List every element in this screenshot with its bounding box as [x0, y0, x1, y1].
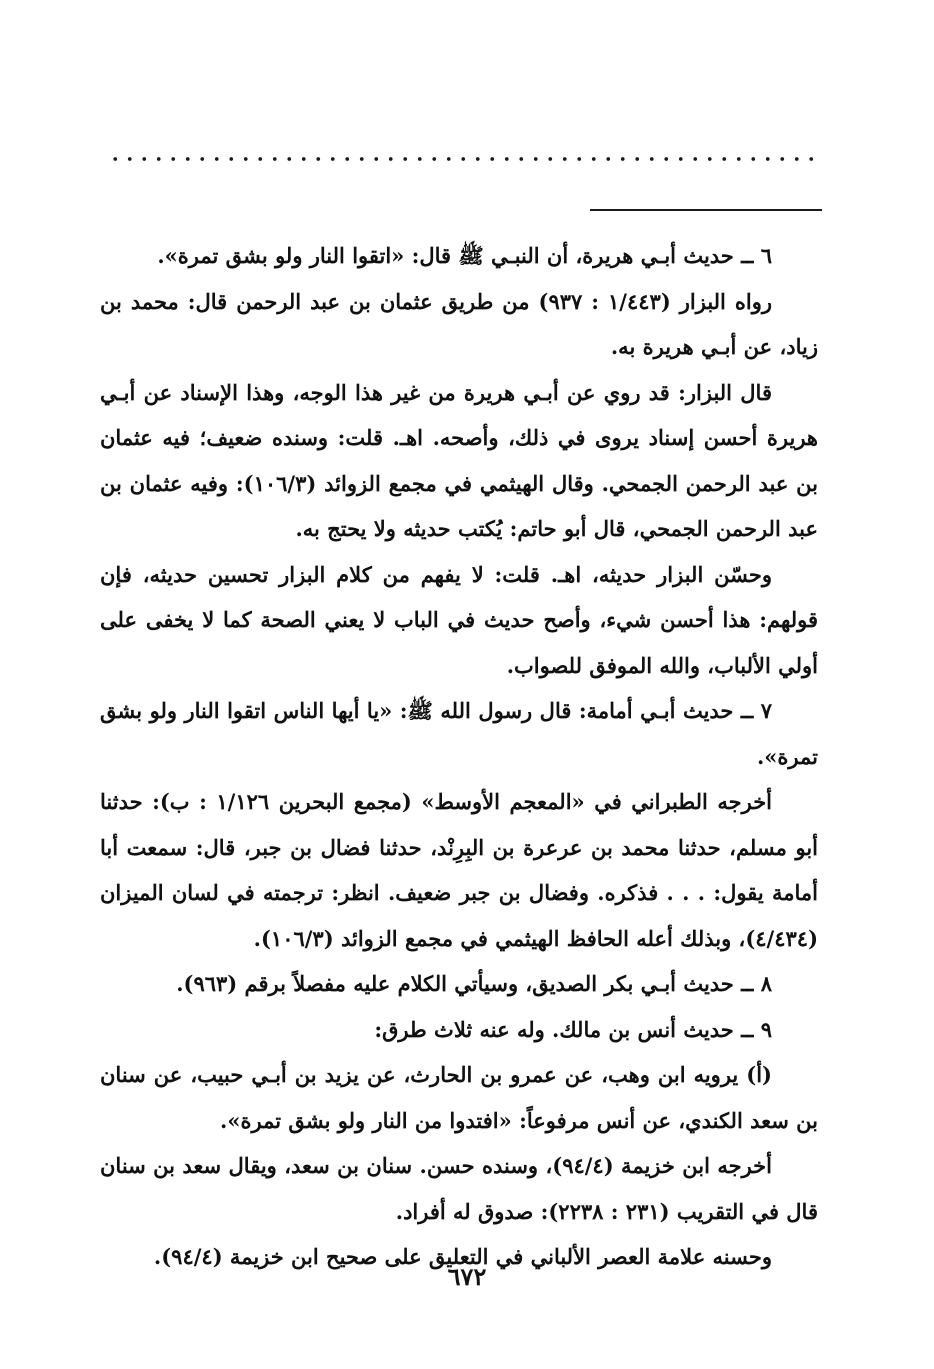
paragraph-hadith-7: ٧ ــ حديث أبـي أمامة: قال رسول الله ﷺ: «يا أيها الناس اتقوا النار ولو بشق تمرة».: [100, 698, 818, 769]
paragraph-tabarani-takhrij: أخرجه الطبراني في «المعجم الأوسط» (مجمع البحرين ١/١٢٦ : ب): حدثنا أبو مسلم، حدثنا محمد بن عرعرة بن البِرِنْد، حدثنا فضال بن جبر، قال: سمعت أبا أمامة يقول: . . . فذكره. وفضال بن جبر ضعيف. انظر: ترجمته في لسان الميزان (٤/٤٣٤)، وبذلك أعله الحافظ الهيثمي في مجمع الزوائد (١٠٦/٣).: [100, 789, 818, 951]
paragraph-hadith-9: ٩ ــ حديث أنس بن مالك. وله عنه ثلاث طرق:: [374, 1016, 772, 1042]
paragraph-bazzar-comment: قال البزار: قد روي عن أبـي هريرة من غير هذا الوجه، وهذا الإسناد عن أبـي هريرة أحسن إسناد يروى في ذلك، وأصحه. اهـ. قلت: وسنده ضعيف؛ فيه عثمان بن عبد الرحمن الجمحي. وقال الهيثمي في مجمع الزوائد (١٠٦/٣): وفيه عثمان بن عبد الرحمن الجمحي، قال أبو حاتم: يُكتب حديثه ولا يحتج به.: [100, 379, 818, 541]
paragraph-route-a: (أ) يرويه ابن وهب، عن عمرو بن الحارث، عن يزيد بن أبـي حبيب، عن سنان بن سعد الكندي، عن أنس مرفوعاً: «افتدوا من النار ولو بشق تمرة».: [100, 1062, 818, 1133]
dotted-separator: [108, 152, 820, 166]
page-body: [100, 233, 818, 1280]
footnote-rule: [590, 209, 822, 211]
paragraph-tahsin-note: وحسّن البزار حديثه، اهـ. قلت: لا يفهم من كلام البزار تحسين حديثه، فإن قولهم: هذا أحسن شيء، وأصح حديث في الباب لا يعني الصحة كما لا يخفى على أولي الألباب، والله الموفق للصواب.: [100, 561, 818, 678]
paragraph-bazzar-narration: رواه البزار (١/٤٤٣ : ٩٣٧) من طريق عثمان بن عبد الرحمن قال: محمد بن زياد، عن أبـي هريرة به.: [100, 288, 818, 359]
paragraph-ibn-khuzaymah: أخرجه ابن خزيمة (٩٤/٤)، وسنده حسن. سنان بن سعد، ويقال سعد بن سنان قال في التقريب (٢٣١ : ٢٢٣٨): صدوق له أفراد.: [100, 1153, 818, 1224]
paragraph-hadith-6: ٦ ــ حديث أبـي هريرة، أن النبـي ﷺ قال: «اتقوا النار ولو بشق تمرة».: [157, 243, 772, 268]
page-number: ٦٧٢: [447, 1262, 487, 1291]
paragraph-hadith-8: ٨ ــ حديث أبـي بكر الصديق، وسيأتي الكلام عليه مفصلاً برقم (٩٦٣).: [176, 971, 772, 996]
paragraph-albani-note: وحسنه علامة العصر الألباني في التعليق على صحيح ابن خزيمة (٩٤/٤).: [153, 1244, 772, 1269]
